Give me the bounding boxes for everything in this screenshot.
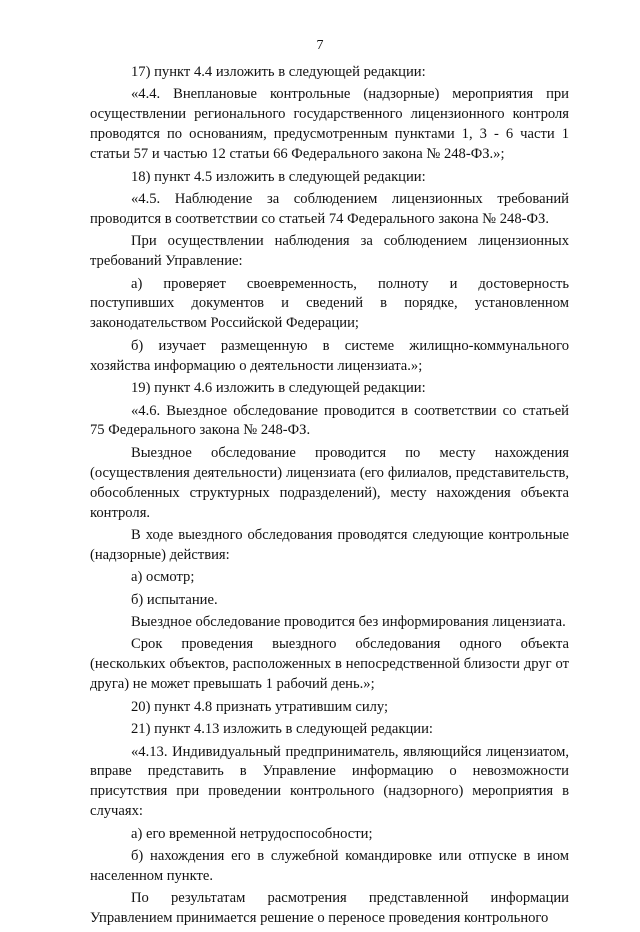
paragraph-observation-b: б) изучает размещенную в системе жилищно-коммунального хозяйства информацию о деятельности лицензиата.»; xyxy=(90,337,569,374)
paragraph-observation-intro: При осуществлении наблюдения за соблюдением лицензионных требований Управление: xyxy=(90,233,569,270)
paragraph-4-4-text: «4.4. Внеплановые контрольные (надзорные) мероприятия при осуществлении регионального государственного лицензионного контроля проводятся по основаниям, предусмотренным пунктами 1, 3 - 6 части 1 статьи 57 и частью 12 статьи 66 Федерального закона № 248-ФЗ.»; xyxy=(90,86,569,163)
paragraph-inspection-actions: В ходе выездного обследования проводятся следующие контрольные (надзорные) действия: xyxy=(90,526,569,563)
paragraph-no-notice: Выездное обследование проводится без информирования лицензиата. xyxy=(131,614,566,631)
paragraph-item-18: 18) пункт 4.5 изложить в следующей редакции: xyxy=(131,168,426,185)
paragraph-item-19: 19) пункт 4.6 изложить в следующей редакции: xyxy=(131,380,426,397)
paragraph-observation-a: а) проверяет своевременность, полноту и достоверность поступивших документов и сведений в порядке, установленном законодательством Российской Федерации; xyxy=(90,275,569,332)
page-number: 7 xyxy=(316,38,324,53)
paragraph-item-21: 21) пункт 4.13 изложить в следующей редакции: xyxy=(131,721,433,738)
paragraph-item-17: 17) пункт 4.4 изложить в следующей редакции: xyxy=(131,64,426,80)
paragraph-action-b: б) испытание. xyxy=(131,591,218,608)
paragraph-4-6-text: «4.6. Выездное обследование проводится в соответствии со статьей 75 Федерального закона № 248-ФЗ. xyxy=(90,402,569,439)
paragraph-item-20: 20) пункт 4.8 признать утратившим силу; xyxy=(131,698,389,715)
paragraph-inspection-location: Выездное обследование проводится по месту нахождения (осуществления деятельности) лицензиата (его филиалов, представительств, обособленных структурных подразделений), месту нахождения объекта контроля. xyxy=(90,444,569,521)
document-body xyxy=(90,63,569,932)
paragraph-inspection-term: Срок проведения выездного обследования одного объекта (нескольких объектов, расположенных в непосредственной близости друг от друга) не может превышать 1 рабочий день.»; xyxy=(90,636,569,693)
paragraph-decision: По результатам расмотрения представленной информации Управлением принимается решение о переносе проведения контрольного xyxy=(90,890,569,927)
paragraph-action-a: а) осмотр; xyxy=(131,569,195,586)
paragraph-case-a: а) его временной нетрудоспособности; xyxy=(131,825,373,842)
paragraph-4-13-text: «4.13. Индивидуальный предприниматель, являющийся лицензиатом, вправе представить в Управление информацию о невозможности присутствия при проведении контрольного (надзорного) мероприятия в случаях: xyxy=(90,743,569,820)
paragraph-4-5-text: «4.5. Наблюдение за соблюдением лицензионных требований проводится в соответствии со статьей 74 Федерального закона № 248-ФЗ. xyxy=(90,190,569,227)
paragraph-case-b: б) нахождения его в служебной командировке или отпуске в ином населенном пункте. xyxy=(90,848,569,884)
